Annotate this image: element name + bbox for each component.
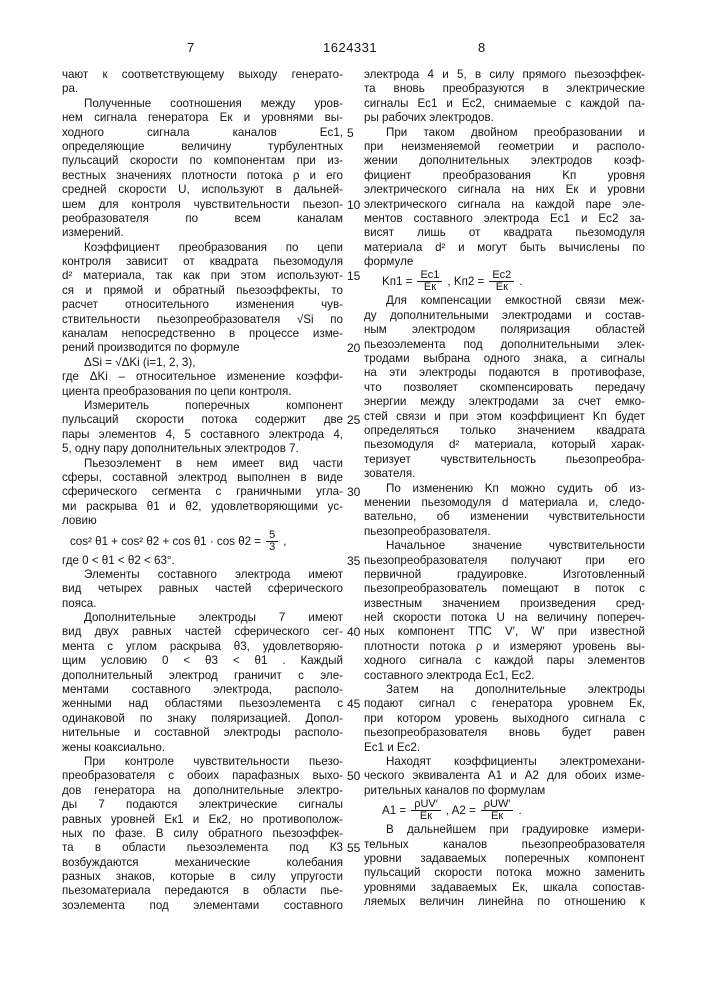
line-text: При контроле чувствительности пьезо- xyxy=(84,755,343,768)
text-line xyxy=(62,640,343,654)
fraction-denominator: 3 xyxy=(269,542,275,553)
line-text: Затем на дополнительные электроды xyxy=(386,683,645,696)
text-line xyxy=(62,341,343,355)
line-text: равных уровней Eк1 и Eк2, но противополож- xyxy=(62,813,343,826)
text-line xyxy=(62,169,343,183)
fraction-numerator: ρUW′ xyxy=(481,799,514,811)
line-number: 45 xyxy=(347,697,360,711)
text-line xyxy=(62,554,343,568)
line-text: определяться только значением квадрата xyxy=(364,424,645,437)
fraction-denominator: Eк xyxy=(420,811,432,822)
text-line xyxy=(62,712,343,726)
line-text: пьезомодуля d² материала, который харак- xyxy=(364,438,645,451)
text-line xyxy=(364,241,645,255)
text-line xyxy=(364,352,645,366)
text-line xyxy=(62,741,343,755)
line-text: теризует чувствительность пьезопреобра- xyxy=(364,453,645,466)
text-line xyxy=(364,726,645,740)
line-text: женными над областями пьезоэлемента с xyxy=(62,697,343,710)
formula-line xyxy=(364,269,645,294)
line-text: фициент преобразования Kп уровня xyxy=(364,169,645,182)
line-text: определяющие величину турбулентных xyxy=(62,140,343,153)
text-line xyxy=(62,327,343,341)
line-text: пьезопреобразователя вновь будет равен xyxy=(364,726,645,739)
text-line xyxy=(62,827,343,841)
text-line xyxy=(62,500,343,514)
text-line xyxy=(364,294,645,308)
line-text: вательно, об изменении чувствительности xyxy=(364,510,645,523)
text-line xyxy=(364,881,645,895)
line-text: вестных значениях плотности потока ρ и его xyxy=(62,169,343,182)
line-text: энергии между электродами за счет емко- xyxy=(364,395,645,408)
text-line xyxy=(62,226,343,240)
line-text: ным электродом поляризация областей xyxy=(364,323,645,336)
line-text: Элементы составного электрода имеют xyxy=(84,568,343,581)
text-line xyxy=(364,625,645,639)
text-line xyxy=(62,399,343,413)
line-text: тельных каналов пьезопреобразователя xyxy=(364,838,645,851)
line-text: ду дополнительными электродами и состав- xyxy=(364,309,645,322)
formula-text: . xyxy=(518,798,521,823)
text-line xyxy=(364,126,645,140)
text-line xyxy=(62,82,343,96)
text-line xyxy=(62,428,343,442)
text-line xyxy=(364,381,645,395)
line-text: одинаковой по знаку поляризацией. Допол- xyxy=(62,712,343,725)
line-text: пульсаций скорости по компонентам при из- xyxy=(62,154,343,167)
text-line xyxy=(364,582,645,596)
line-text: ментов составного электрода Eс1 и Eс2 за- xyxy=(364,212,645,225)
text-line xyxy=(364,482,645,496)
line-text: сигналы Eс1 и Eс2, снимаемые с каждой па- xyxy=(364,97,645,110)
text-line xyxy=(62,798,343,812)
text-line xyxy=(364,539,645,553)
text-line xyxy=(62,485,343,499)
text-line xyxy=(364,496,645,510)
line-text: где ΔKi – относительное изменение коэффи- xyxy=(62,370,343,383)
text-line xyxy=(62,784,343,798)
line-text: возбуждаются механические колебания xyxy=(62,856,343,869)
fraction-numerator: Eс2 xyxy=(489,270,514,282)
line-text: реобразователя по всем каналам xyxy=(62,212,343,225)
line-text: пульсаций скорости потока содержит две xyxy=(62,413,343,426)
line-text: тродами выбрана одного знака, а сигналы xyxy=(364,352,645,365)
text-line xyxy=(364,453,645,467)
text-line xyxy=(364,323,645,337)
line-text: Eс1 и Eс2. xyxy=(364,741,420,754)
text-line xyxy=(62,457,343,471)
line-text: циента преобразования по цепи контроля. xyxy=(62,385,291,398)
line-number: 5 xyxy=(347,126,354,140)
text-line xyxy=(364,82,645,96)
text-line xyxy=(62,241,343,255)
line-text: менении пьезомодуля d материала и, следо- xyxy=(364,496,645,509)
line-text: дов генератора на дополнительные электро- xyxy=(62,784,343,797)
fraction xyxy=(489,270,514,293)
text-line xyxy=(62,97,343,111)
fraction xyxy=(266,530,278,553)
line-text: нительные и составной электроды располо- xyxy=(62,726,343,739)
line-text: Начальное значение чувствительности xyxy=(386,539,645,552)
text-line xyxy=(364,654,645,668)
text-line xyxy=(364,198,645,212)
line-text: составного электрода Eс1, Eс2. xyxy=(364,669,535,682)
line-text: ды 7 подаются электрические сигналы xyxy=(62,798,343,811)
line-text: преобразователя с обоих парафазных выхо- xyxy=(62,769,343,782)
line-text: известным значением произведения сред- xyxy=(364,597,645,610)
line-text: плотности потока ρ и измеряют уровень вы- xyxy=(364,640,645,653)
line-text: электрического сигнала на каждой паре эле- xyxy=(364,198,645,211)
text-line xyxy=(364,111,645,125)
line-text: пары элементов 4, 5 составного электрода 4, xyxy=(62,428,343,441)
formula-text: , A2 = xyxy=(446,798,476,823)
line-text: ΔSi = √ΔKi (i=1, 2, 3), xyxy=(84,356,195,369)
text-line xyxy=(62,126,343,140)
text-line xyxy=(364,510,645,524)
page-number-right: 8 xyxy=(478,40,485,55)
fraction xyxy=(417,270,442,293)
text-line xyxy=(62,697,343,711)
line-text: зователя. xyxy=(364,467,415,480)
text-line xyxy=(62,514,343,528)
text-line xyxy=(364,424,645,438)
line-text: зоэлемента под элементами составного xyxy=(62,899,343,912)
text-line xyxy=(62,442,343,456)
text-line xyxy=(364,226,645,240)
line-text: ми раскрыва θ1 и θ2, удовлетворяющими ус- xyxy=(62,500,343,513)
text-line xyxy=(364,183,645,197)
line-number: 40 xyxy=(347,625,360,639)
fraction-denominator: Eк xyxy=(491,811,503,822)
text-line xyxy=(62,68,343,82)
text-line xyxy=(62,755,343,769)
line-text: жены коаксиально. xyxy=(62,741,165,754)
line-text: подают сигнал с генератора уровнем Eк, xyxy=(364,697,645,710)
line-text: Измеритель поперечных компонент xyxy=(84,399,343,412)
text-line xyxy=(364,611,645,625)
formula-text: , Kп2 = xyxy=(447,269,484,294)
text-line xyxy=(62,269,343,283)
line-text: мента с углом раскрыва θ3, удовлетворяю- xyxy=(62,640,343,653)
line-text: пояса. xyxy=(62,597,96,610)
line-text: ментами составного электрода, располо- xyxy=(62,683,343,696)
line-text: материала d² и могут быть вычислены по xyxy=(364,241,645,254)
text-line xyxy=(62,471,343,485)
text-line xyxy=(62,298,343,312)
fraction xyxy=(481,799,514,822)
line-text: формуле xyxy=(364,255,413,268)
text-line xyxy=(62,611,343,625)
line-text: разных знаков, которые в силу упругости xyxy=(62,870,343,883)
text-line xyxy=(364,568,645,582)
text-line xyxy=(364,697,645,711)
line-text: та вновь преобразуются в электрические xyxy=(364,82,645,95)
text-line xyxy=(62,669,343,683)
line-text: нем сигнала генератора Eк и уровнями вы- xyxy=(62,111,343,124)
text-line xyxy=(364,838,645,852)
line-text: щим условию 0 < θ3 < θ1 . Каждый xyxy=(62,654,343,667)
line-text: ходного сигнала с каждой пары элементов xyxy=(364,654,645,667)
line-text: уровнями задаваемых Eк, шкала сопостав- xyxy=(364,881,645,894)
text-line xyxy=(364,309,645,323)
text-line xyxy=(62,154,343,168)
text-line xyxy=(364,366,645,380)
patent-number: 1624331 xyxy=(323,40,377,55)
text-line xyxy=(364,769,645,783)
line-text: пьезопреобразователь помещают в поток с xyxy=(364,582,645,595)
right-text-column xyxy=(364,68,645,909)
text-line xyxy=(62,413,343,427)
line-number: 10 xyxy=(347,198,360,212)
line-text: Дополнительные электроды 7 имеют xyxy=(84,611,343,624)
text-line xyxy=(364,395,645,409)
line-text: первичной градуировке. Изготовленный xyxy=(364,568,645,581)
fraction-denominator: Eк xyxy=(496,282,508,293)
line-number: 50 xyxy=(347,769,360,783)
text-line xyxy=(364,154,645,168)
line-text: вид двух равных частей сферического сег- xyxy=(62,625,343,638)
text-line xyxy=(364,68,645,82)
text-line xyxy=(62,140,343,154)
fraction-numerator: ρUV′ xyxy=(411,799,441,811)
line-text: электрода 4 и 5, в силу прямого пьезоэффек- xyxy=(364,68,645,81)
line-text: ся и прямой и обратный пьезоэффекты, то xyxy=(62,284,343,297)
line-text: сферы, составной электрод выполнен в виде xyxy=(62,471,343,484)
text-line xyxy=(62,212,343,226)
line-text: Для компенсации емкостной связи меж- xyxy=(386,294,645,307)
text-line xyxy=(62,726,343,740)
text-line xyxy=(62,255,343,269)
text-line xyxy=(364,712,645,726)
text-line xyxy=(364,852,645,866)
text-line xyxy=(62,284,343,298)
text-line xyxy=(364,212,645,226)
line-text: чают к соответствующему выходу генерато- xyxy=(62,68,343,81)
text-line xyxy=(62,582,343,596)
text-line xyxy=(62,568,343,582)
text-line xyxy=(364,784,645,798)
text-line xyxy=(62,625,343,639)
line-text: Полученные соотношения между уров- xyxy=(84,97,343,110)
line-text: пьезоэлемента под дополнительными элек- xyxy=(364,338,645,351)
line-text: электрического сигнала на них Eк и уровни xyxy=(364,183,645,196)
text-line xyxy=(364,597,645,611)
line-number: 25 xyxy=(347,413,360,427)
line-text: пьезопреобразователя получают при его xyxy=(364,554,645,567)
line-number: 30 xyxy=(347,485,360,499)
line-text: 5, одну пару дополнительных электродов 7. xyxy=(62,442,299,455)
text-line xyxy=(62,198,343,212)
line-text: уровни задаваемых поперечных компонент xyxy=(364,852,645,865)
line-text: жении дополнительных электродов коэф- xyxy=(364,154,645,167)
text-line xyxy=(364,669,645,683)
text-line xyxy=(364,866,645,880)
line-text: рений производится по формуле xyxy=(62,341,240,354)
formula-line xyxy=(364,798,645,823)
line-text: Пьезоэлемент в нем имеет вид части xyxy=(84,457,343,470)
line-text: Находят коэффициенты электромехани- xyxy=(386,755,645,768)
text-line xyxy=(364,438,645,452)
text-line xyxy=(62,654,343,668)
text-line xyxy=(62,813,343,827)
text-line xyxy=(364,741,645,755)
formula-text: A1 = xyxy=(382,798,406,823)
line-text: дополнительный электрод граничит с эле- xyxy=(62,669,343,682)
line-text: та в области пьезоэлемента под К3 xyxy=(62,841,343,854)
text-line xyxy=(62,841,343,855)
line-text: на эти электроды подаются в противофазе, xyxy=(364,366,645,379)
text-line xyxy=(364,338,645,352)
text-line xyxy=(364,640,645,654)
line-text: пьезопреобразователя. xyxy=(364,525,491,538)
line-text: ческого эквивалента A1 и A2 для обоих изме- xyxy=(364,769,645,782)
text-line xyxy=(364,255,645,269)
line-text: ры рабочих электродов. xyxy=(364,111,494,124)
line-text: пьезоматериала передаются в области пье- xyxy=(62,884,343,897)
text-line xyxy=(364,140,645,154)
text-line xyxy=(364,895,645,909)
text-line xyxy=(62,313,343,327)
fraction xyxy=(411,799,441,822)
fraction-denominator: Eк xyxy=(424,282,436,293)
line-text: ней скорости потока U на величину попереч- xyxy=(364,611,645,624)
line-text: ходного сигнала каналов Eс1, xyxy=(62,126,343,139)
line-text: средней скорости U, используют в дальней- xyxy=(62,183,343,196)
text-line xyxy=(62,385,343,399)
text-line xyxy=(364,410,645,424)
formula-text: . xyxy=(519,269,522,294)
line-text: при неизменяемой геометрии и располо- xyxy=(364,140,645,153)
text-line xyxy=(62,870,343,884)
text-line xyxy=(364,683,645,697)
line-text: каналам непосредственно в процессе изме- xyxy=(62,327,343,340)
line-text: ствительности пьезопреобразователя √Si по xyxy=(62,313,343,326)
text-line xyxy=(62,899,343,913)
line-text: ных компонент ТПС V′, W′ при известной xyxy=(364,625,645,638)
line-text: рительных каналов по формулам xyxy=(364,784,545,797)
left-text-column xyxy=(62,68,343,913)
line-text: стей связи и при этом коэффициент Kп будет xyxy=(364,410,645,423)
text-line xyxy=(364,755,645,769)
text-line xyxy=(364,525,645,539)
line-text: ляемых величин линейна по отношению к xyxy=(364,895,645,908)
line-text: сферического сегмента с граничными угла- xyxy=(62,485,343,498)
text-line xyxy=(62,370,343,384)
line-text: измерений. xyxy=(62,226,124,239)
line-text: расчет относительного изменения чув- xyxy=(62,298,343,311)
line-text: контроля зависит от квадрата пьезомодуля xyxy=(62,255,343,268)
formula-text: , xyxy=(283,529,286,554)
line-text: вид четырех равных частей сферического xyxy=(62,582,343,595)
line-text: По изменению Kп можно судить об из- xyxy=(386,482,645,495)
text-line xyxy=(62,769,343,783)
line-text: при котором уровень выходного сигнала с xyxy=(364,712,645,725)
text-line xyxy=(62,683,343,697)
line-text: ра. xyxy=(62,82,78,95)
formula-text: Kп1 = xyxy=(382,269,412,294)
line-number: 35 xyxy=(347,554,360,568)
text-line xyxy=(364,97,645,111)
line-text: где 0 < θ1 < θ2 < 63°. xyxy=(62,554,175,567)
line-text: При таком двойном преобразовании и xyxy=(386,126,645,139)
text-line xyxy=(364,467,645,481)
text-line xyxy=(364,554,645,568)
text-line xyxy=(62,356,343,370)
line-text: что позволяет скомпенсировать передачу xyxy=(364,381,645,394)
line-text: В дальнейшем при градуировке измери- xyxy=(386,823,645,836)
line-text: Коэффициент преобразования по цепи xyxy=(84,241,343,254)
line-number: 55 xyxy=(347,841,360,855)
text-line xyxy=(62,884,343,898)
line-number: 15 xyxy=(347,269,360,283)
formula-text: cos² θ1 + cos² θ2 + cos θ1 · cos θ2 = xyxy=(70,529,261,554)
line-text: висят лишь от квадрата пьезомодуля xyxy=(364,226,645,239)
page-number-left: 7 xyxy=(187,40,194,55)
formula-line xyxy=(62,529,343,554)
text-line xyxy=(62,597,343,611)
text-line xyxy=(364,169,645,183)
line-number: 20 xyxy=(347,341,360,355)
text-line xyxy=(62,856,343,870)
line-text: ных по фазе. В силу обратного пьезоэффек- xyxy=(62,827,343,840)
text-line xyxy=(62,183,343,197)
line-text: шем для контроля чувствительности пьезоп- xyxy=(62,198,343,211)
text-line xyxy=(62,111,343,125)
line-text: d² материала, так как при этом используют- xyxy=(62,269,343,282)
text-line xyxy=(364,823,645,837)
fraction-numerator: 5 xyxy=(266,530,278,542)
line-text: ловию xyxy=(62,514,97,527)
fraction-numerator: Eс1 xyxy=(417,270,442,282)
line-text: пульсаций скорости потока можно заменить xyxy=(364,866,645,879)
